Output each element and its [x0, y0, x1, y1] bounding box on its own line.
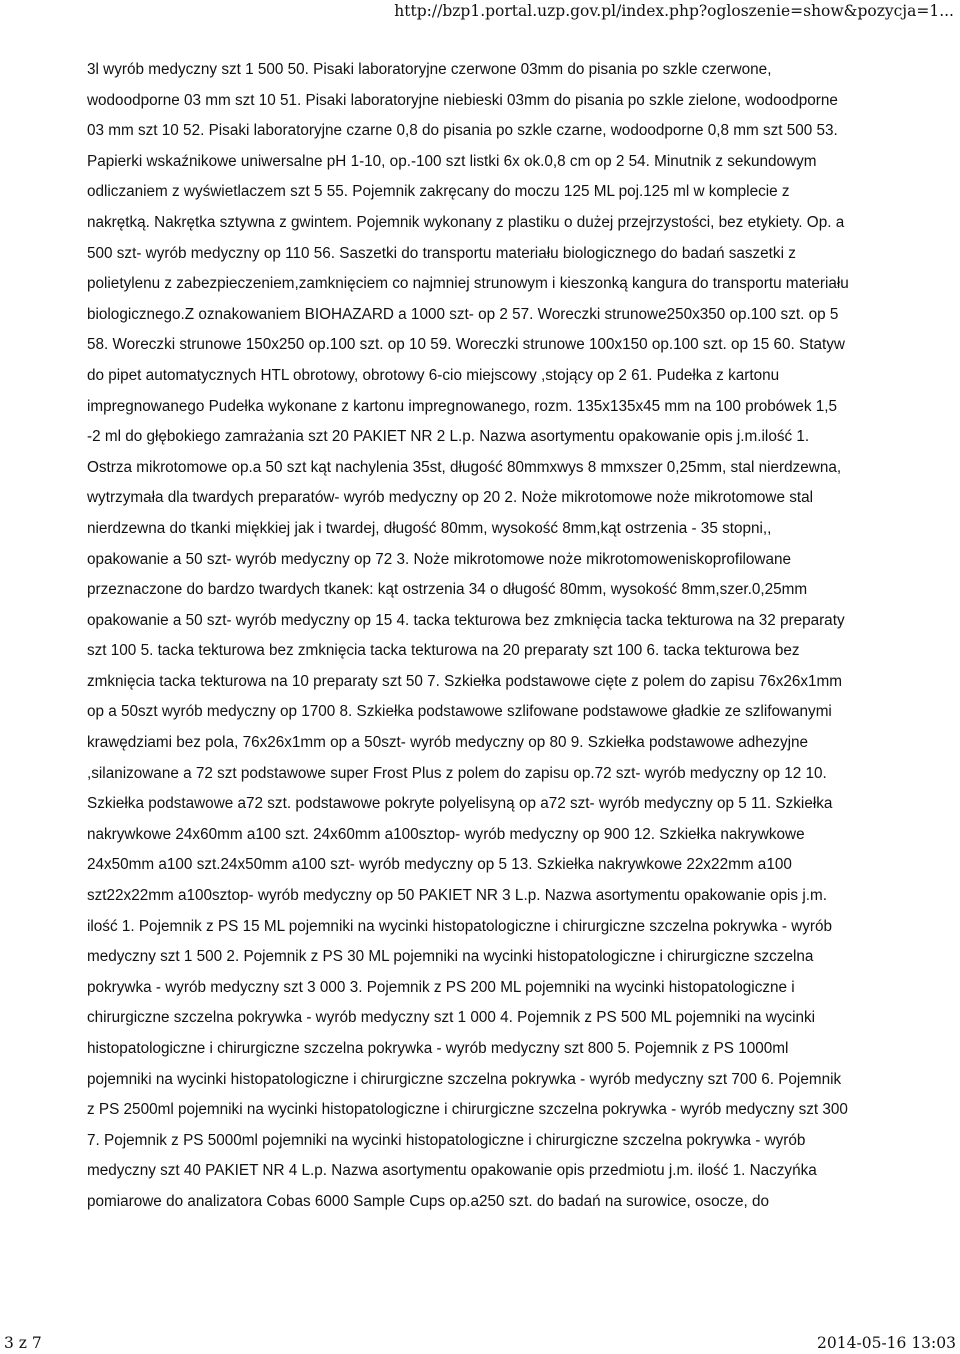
text-line: 7. Pojemnik z PS 5000ml pojemniki na wycinki histopatologiczne i chirurgiczne szczelna pokrywka - wyrób [87, 1131, 806, 1149]
text-line: 24x50mm a100 szt.24x50mm a100 szt- wyrób medyczny op 5 13. Szkiełka nakrywkowe 22x22mm a100 [87, 856, 792, 874]
text-line: Ostrza mikrotomowe op.a 50 szt kąt nachylenia 35st, długość 80mmxwys 8 mmxszer 0,25mm, stal nierdzewna, [87, 458, 842, 476]
text-line: ,silanizowane a 72 szt podstawowe super Frost Plus z polem do zapisu op.72 szt- wyrób medyczny op 12 10. [87, 764, 827, 782]
text-line: szt 100 5. tacka tekturowa bez zmknięcia tacka tekturowa na 20 preparaty szt 100 6. tacka tekturowa bez [87, 642, 800, 660]
text-line: op a 50szt wyrób medyczny op 1700 8. Szkiełka podstawowe szlifowane podstawowe gładkie ze szlifowanymi [87, 703, 832, 721]
text-line: 58. Woreczki strunowe 150x250 op.100 szt. op 10 59. Woreczki strunowe 100x150 op.100 szt. op 15 60. Statyw [87, 336, 845, 354]
text-line: do pipet automatycznych HTL obrotowy, obrotowy 6-cio miejscowy ,stojący op 2 61. Pudełka z kartonu [87, 366, 780, 384]
text-line: histopatologiczne i chirurgiczne szczelna pokrywka - wyrób medyczny szt 800 5. Pojemnik z PS 1000ml [87, 1040, 789, 1057]
text-line: 500 szt- wyrób medyczny op 110 56. Saszetki do transportu materiału biologicznego do badań saszetki z [87, 244, 796, 262]
text-line: zmknięcia tacka tekturowa na 10 preparaty szt 50 7. Szkiełka podstawowe cięte z polem do zapisu 76x26x1mm [87, 672, 843, 690]
text-line: przeznaczone do bardzo twardych tkanek: kąt ostrzenia 34 o długość 80mm, wysokość 8mm,szer.0,25mm [87, 581, 808, 599]
text-line: polietylenu z zabezpieczeniem,zamknięciem co najmniej strunowym i kieszonką kangura do transportu materiału [87, 275, 849, 293]
text-line: Szkiełka podstawowe a72 szt. podstawowe pokryte polyelisyną op a72 szt- wyrób medyczny op 5 11. Szkiełka [87, 795, 833, 813]
text-line: biologicznego.Z oznakowaniem BIOHAZARD a 1000 szt- op 2 57. Woreczki strunowe250x350 op.100 szt. op 5 [87, 305, 839, 323]
text-line: z PS 2500ml pojemniki na wycinki histopatologiczne i chirurgiczne szczelna pokrywka - wyrób medyczny szt 300 [87, 1101, 848, 1119]
text-line: impregnowanego Pudełka wykonane z kartonu impregnowanego, rozm. 135x135x45 mm na 100 probówek 1,5 [87, 397, 838, 415]
text-line: medyczny szt 1 500 2. Pojemnik z PS 30 ML pojemniki na wycinki histopatologiczne i chirurgiczne szczelna [87, 948, 814, 966]
text-line: opakowanie a 50 szt- wyrób medyczny op 72 3. Noże mikrotomowe noże mikrotomoweniskoprofilowane [87, 550, 791, 568]
text-line: Papierki wskaźnikowe uniwersalne pH 1-10, op.-100 szt listki 6x ok.0,8 cm op 2 54. Minutnik z sekundowym [87, 152, 817, 170]
text-line: wytrzymała dla twardych preparatów- wyrób medyczny op 20 2. Noże mikrotomowe noże mikrotomowe stal [87, 489, 814, 507]
print-datetime: 2014-05-16 13:03 [817, 1334, 956, 1352]
text-line: pokrywka - wyrób medyczny szt 3 000 3. Pojemnik z PS 200 ML pojemniki na wycinki histopatologiczne i [87, 978, 795, 996]
text-line: ilość 1. Pojemnik z PS 15 ML pojemniki na wycinki histopatologiczne i chirurgiczne szczelna pokrywka - wyrób [87, 917, 833, 935]
text-line: 03 mm szt 10 52. Pisaki laboratoryjne czarne 0,8 do pisania po szkle czarne, wodoodporne 0,8 mm szt 500 53. [87, 122, 838, 140]
text-line: nakrętką. Nakrętka sztywna z gwintem. Pojemnik wykonany z plastiku o dużej przejrzystości, bez etykiety. Op. a [87, 213, 845, 231]
text-line: wodoodporne 03 mm szt 10 51. Pisaki laboratoryjne niebieski 03mm do pisania po szkle zielone, wodoodporne [87, 91, 838, 109]
text-line: chirurgiczne szczelna pokrywka - wyrób medyczny szt 1 000 4. Pojemnik z PS 500 ML pojemniki na wycinki [87, 1009, 816, 1027]
text-line: nakrywkowe 24x60mm a100 szt. 24x60mm a100sztop- wyrób medyczny op 900 12. Szkiełka nakrywkowe [87, 825, 805, 843]
text-line: -2 ml do głębokiego zamrażania szt 20 PAKIET NR 2 L.p. Nazwa asortymentu opakowanie opis j.m.ilość 1. [87, 428, 810, 446]
text-line: medyczny szt 40 PAKIET NR 4 L.p. Nazwa asortymentu opakowanie opis przedmiotu j.m. ilość 1. Naczyńka [87, 1162, 817, 1180]
document-body [87, 55, 902, 1218]
text-line: opakowanie a 50 szt- wyrób medyczny op 15 4. tacka tekturowa bez zmknięcia tacka tekturowa na 32 preparaty [87, 611, 845, 629]
text-line: pojemniki na wycinki histopatologiczne i chirurgiczne szczelna pokrywka - wyrób medyczny szt 700 6. Pojemnik [87, 1070, 842, 1088]
text-line: nierdzewna do tkanki miękkiej jak i twardej, długość 80mm, wysokość 8mm,kąt ostrzenia - 35 stopni,, [87, 519, 772, 537]
page-number: 3 z 7 [4, 1334, 42, 1352]
text-line: 3l wyrób medyczny szt 1 500 50. Pisaki laboratoryjne czerwone 03mm do pisania po szkle czerwone, [87, 61, 772, 78]
text-line: krawędziami bez pola, 76x26x1mm op a 50szt- wyrób medyczny op 80 9. Szkiełka podstawowe adhezyjne [87, 734, 809, 752]
page-url: http://bzp1.portal.uzp.gov.pl/index.php?ogloszenie=show&pozycja=1... [394, 2, 954, 20]
text-line: odliczaniem z wyświetlaczem szt 5 55. Pojemnik zakręcany do moczu 125 ML poj.125 ml w komplecie z [87, 183, 790, 201]
text-line: szt22x22mm a100sztop- wyrób medyczny op 50 PAKIET NR 3 L.p. Nazwa asortymentu opakowanie opis j.m. [87, 887, 827, 905]
text-line: pomiarowe do analizatora Cobas 6000 Sample Cups op.a250 szt. do badań na surowice, osocze, do [87, 1192, 769, 1210]
